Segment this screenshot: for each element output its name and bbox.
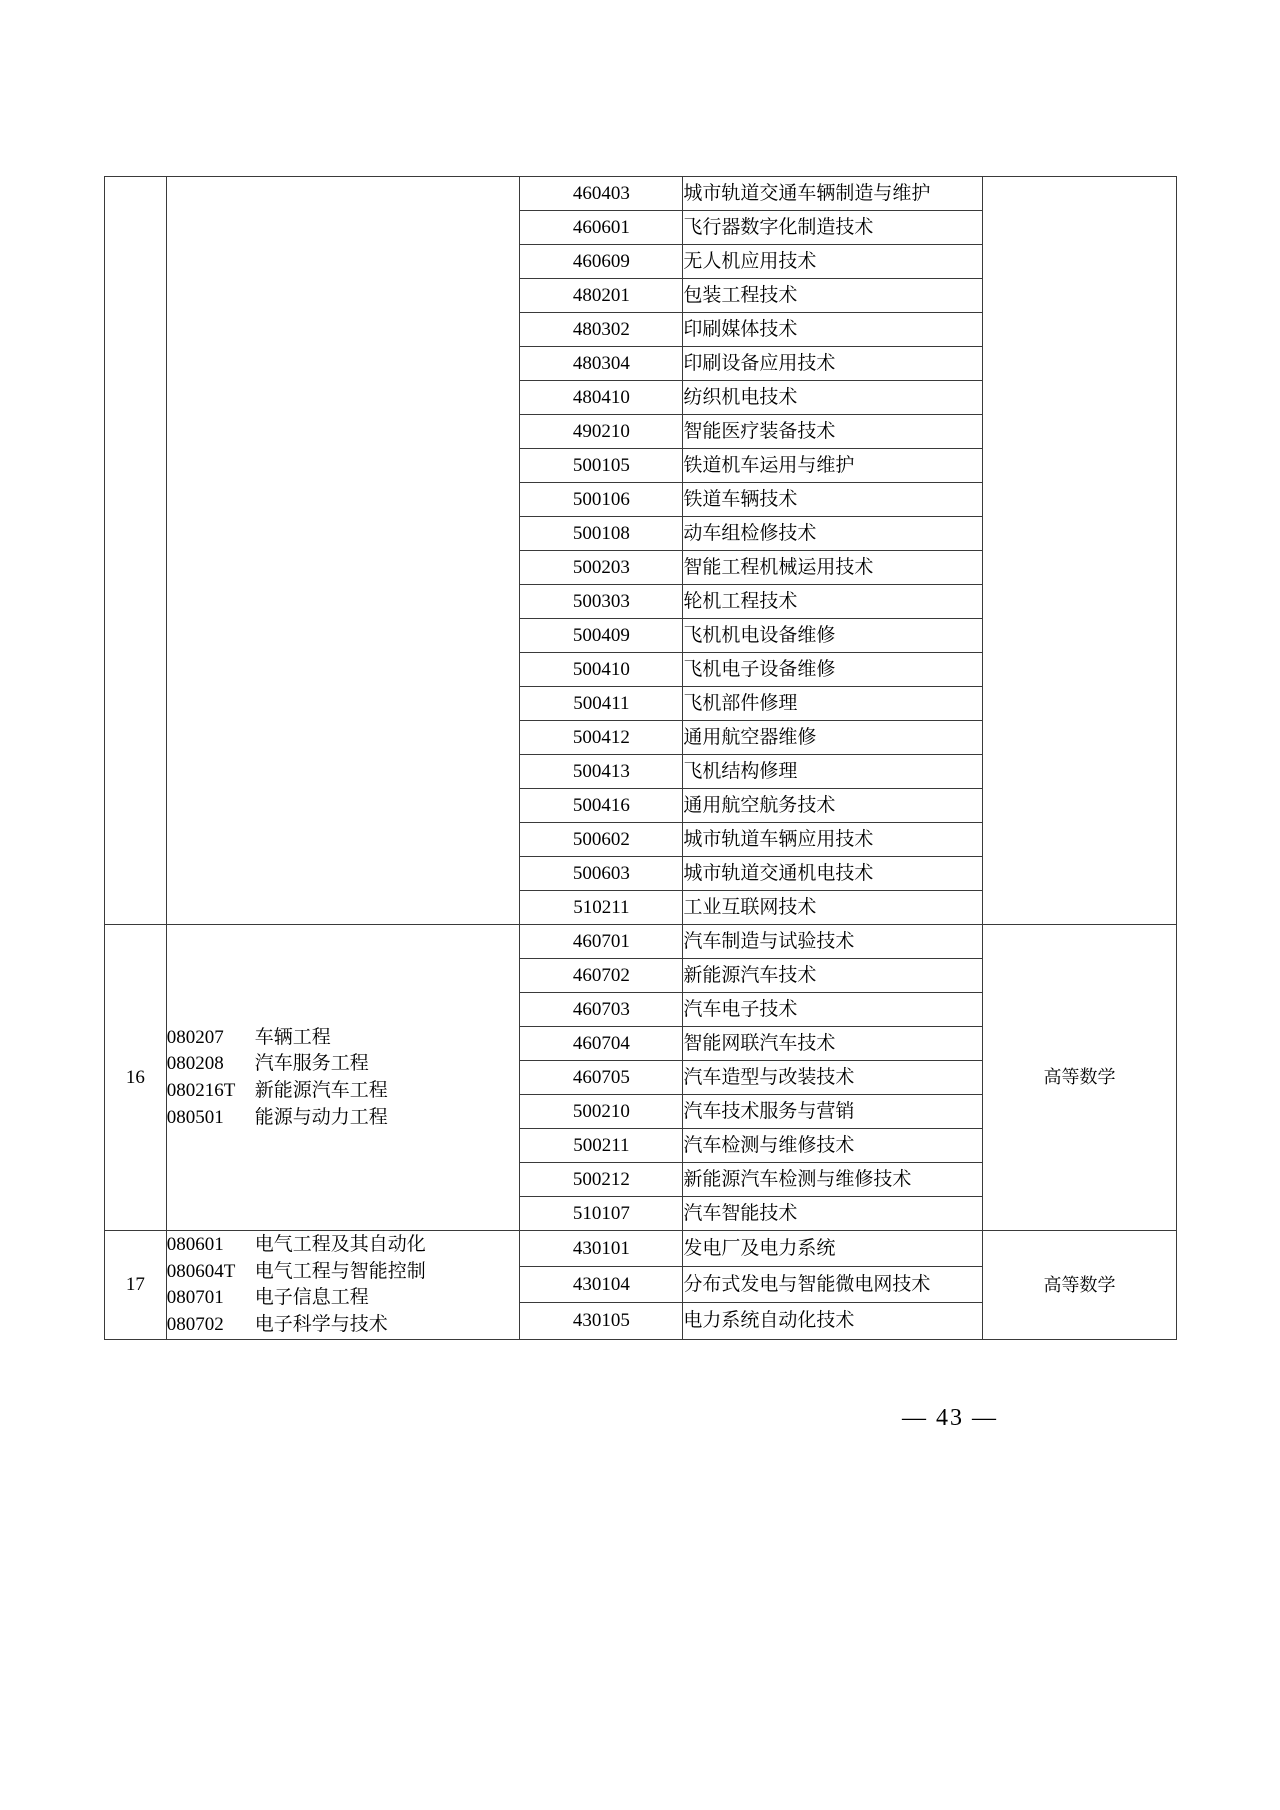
specialty-code-cell: 500212 <box>520 1163 683 1197</box>
major-code: 080207 <box>166 1026 224 1048</box>
specialty-code-cell: 460601 <box>520 211 683 245</box>
undergraduate-majors-cell <box>166 1231 520 1340</box>
page-footer <box>0 1405 1280 1432</box>
specialty-name-cell: 汽车制造与试验技术 <box>683 925 983 959</box>
specialty-code-cell: 460701 <box>520 925 683 959</box>
specialty-code-cell: 480302 <box>520 313 683 347</box>
specialty-name-cell: 智能医疗装备技术 <box>683 415 983 449</box>
specialty-code-cell: 500603 <box>520 857 683 891</box>
specialty-code-cell: 500412 <box>520 721 683 755</box>
specialty-name-cell: 铁道机车运用与维护 <box>683 449 983 483</box>
specialty-code-cell: 510211 <box>520 891 683 925</box>
specialty-name-cell: 汽车智能技术 <box>683 1197 983 1231</box>
specialty-name-cell: 纺织机电技术 <box>683 381 983 415</box>
specialty-name-cell: 通用航空器维修 <box>683 721 983 755</box>
specialty-code-cell: 500413 <box>520 755 683 789</box>
specialty-code-cell: 500105 <box>520 449 683 483</box>
major-line <box>167 1025 520 1051</box>
specialty-name-cell: 动车组检修技术 <box>683 517 983 551</box>
specialty-name-cell: 新能源汽车技术 <box>683 959 983 993</box>
specialty-code-cell: 460702 <box>520 959 683 993</box>
specialty-name-cell: 轮机工程技术 <box>683 585 983 619</box>
major-title: 电子科学与技术 <box>254 1313 388 1335</box>
undergraduate-majors-cell <box>166 177 520 925</box>
specialty-mapping-table-wrapper <box>104 176 1177 1340</box>
specialty-code-cell: 500409 <box>520 619 683 653</box>
specialty-name-cell: 飞机结构修理 <box>683 755 983 789</box>
major-line <box>167 1051 520 1077</box>
table-body <box>105 177 1177 1340</box>
specialty-name-cell: 新能源汽车检测与维修技术 <box>683 1163 983 1197</box>
major-title: 电子信息工程 <box>254 1287 369 1309</box>
specialty-code-cell: 460609 <box>520 245 683 279</box>
exam-subject-cell: 高等数学 <box>983 1231 1177 1340</box>
major-code: 080701 <box>166 1287 224 1309</box>
major-line <box>167 1232 520 1258</box>
major-line <box>167 1312 520 1338</box>
exam-subject-cell: 高等数学 <box>983 925 1177 1231</box>
specialty-code-cell: 490210 <box>520 415 683 449</box>
group-index-cell: 16 <box>105 925 167 1231</box>
specialty-name-cell: 智能工程机械运用技术 <box>683 551 983 585</box>
specialty-code-cell: 460705 <box>520 1061 683 1095</box>
specialty-name-cell: 包装工程技术 <box>683 279 983 313</box>
specialty-name-cell: 汽车检测与维修技术 <box>683 1129 983 1163</box>
specialty-name-cell: 汽车造型与改装技术 <box>683 1061 983 1095</box>
specialty-name-cell: 印刷设备应用技术 <box>683 347 983 381</box>
specialty-name-cell: 城市轨道交通机电技术 <box>683 857 983 891</box>
specialty-code-cell: 500203 <box>520 551 683 585</box>
major-title: 电气工程与智能控制 <box>254 1260 426 1282</box>
major-code: 080601 <box>166 1234 224 1255</box>
specialty-code-cell: 460403 <box>520 177 683 211</box>
specialty-code-cell: 500602 <box>520 823 683 857</box>
major-title: 新能源汽车工程 <box>254 1080 388 1101</box>
major-line <box>167 1078 520 1104</box>
specialty-code-cell: 500210 <box>520 1095 683 1129</box>
specialty-name-cell: 飞行器数字化制造技术 <box>683 211 983 245</box>
specialty-name-cell: 飞机电子设备维修 <box>683 653 983 687</box>
specialty-code-cell: 430101 <box>520 1231 683 1267</box>
table-row <box>105 1231 1177 1267</box>
specialty-name-cell: 铁道车辆技术 <box>683 483 983 517</box>
major-line <box>167 1285 520 1311</box>
specialty-name-cell: 汽车电子技术 <box>683 993 983 1027</box>
specialty-code-cell: 460704 <box>520 1027 683 1061</box>
major-code: 080702 <box>166 1313 224 1335</box>
major-code: 080216T <box>166 1080 236 1101</box>
specialty-code-cell: 500108 <box>520 517 683 551</box>
specialty-name-cell: 城市轨道车辆应用技术 <box>683 823 983 857</box>
specialty-name-cell: 无人机应用技术 <box>683 245 983 279</box>
specialty-name-cell: 工业互联网技术 <box>683 891 983 925</box>
specialty-code-cell: 480304 <box>520 347 683 381</box>
specialty-name-cell: 智能网联汽车技术 <box>683 1027 983 1061</box>
major-title: 车辆工程 <box>254 1026 331 1048</box>
major-code: 080208 <box>166 1053 224 1075</box>
specialty-code-cell: 510107 <box>520 1197 683 1231</box>
group-index-cell: 17 <box>105 1231 167 1340</box>
specialty-name-cell: 分布式发电与智能微电网技术 <box>683 1267 983 1303</box>
major-code: 080501 <box>166 1106 224 1128</box>
specialty-code-cell: 500411 <box>520 687 683 721</box>
specialty-name-cell: 发电厂及电力系统 <box>683 1231 983 1267</box>
specialty-code-cell: 500416 <box>520 789 683 823</box>
specialty-code-cell: 430105 <box>520 1303 683 1339</box>
group-index-cell <box>105 177 167 925</box>
table-row <box>105 925 1177 959</box>
specialty-name-cell: 城市轨道交通车辆制造与维护 <box>683 177 983 211</box>
major-title: 汽车服务工程 <box>254 1053 369 1075</box>
major-code: 080604T <box>166 1260 236 1282</box>
table-row <box>105 177 1177 211</box>
specialty-name-cell: 汽车技术服务与营销 <box>683 1095 983 1129</box>
undergraduate-majors-cell <box>166 925 520 1231</box>
specialty-code-cell: 460703 <box>520 993 683 1027</box>
specialty-code-cell: 430104 <box>520 1267 683 1303</box>
specialty-name-cell: 电力系统自动化技术 <box>683 1303 983 1339</box>
specialty-code-cell: 500106 <box>520 483 683 517</box>
specialty-name-cell: 印刷媒体技术 <box>683 313 983 347</box>
major-line <box>167 1259 520 1285</box>
specialty-code-cell: 480201 <box>520 279 683 313</box>
page-number: — 43 — <box>902 1405 998 1431</box>
specialty-name-cell: 飞机机电设备维修 <box>683 619 983 653</box>
exam-subject-cell <box>983 177 1177 925</box>
specialty-mapping-table <box>104 176 1177 1340</box>
specialty-code-cell: 480410 <box>520 381 683 415</box>
specialty-code-cell: 500410 <box>520 653 683 687</box>
specialty-name-cell: 飞机部件修理 <box>683 687 983 721</box>
major-title: 电气工程及其自动化 <box>254 1234 426 1255</box>
major-title: 能源与动力工程 <box>254 1106 388 1128</box>
specialty-name-cell: 通用航空航务技术 <box>683 789 983 823</box>
specialty-code-cell: 500211 <box>520 1129 683 1163</box>
specialty-code-cell: 500303 <box>520 585 683 619</box>
major-line <box>167 1105 520 1131</box>
